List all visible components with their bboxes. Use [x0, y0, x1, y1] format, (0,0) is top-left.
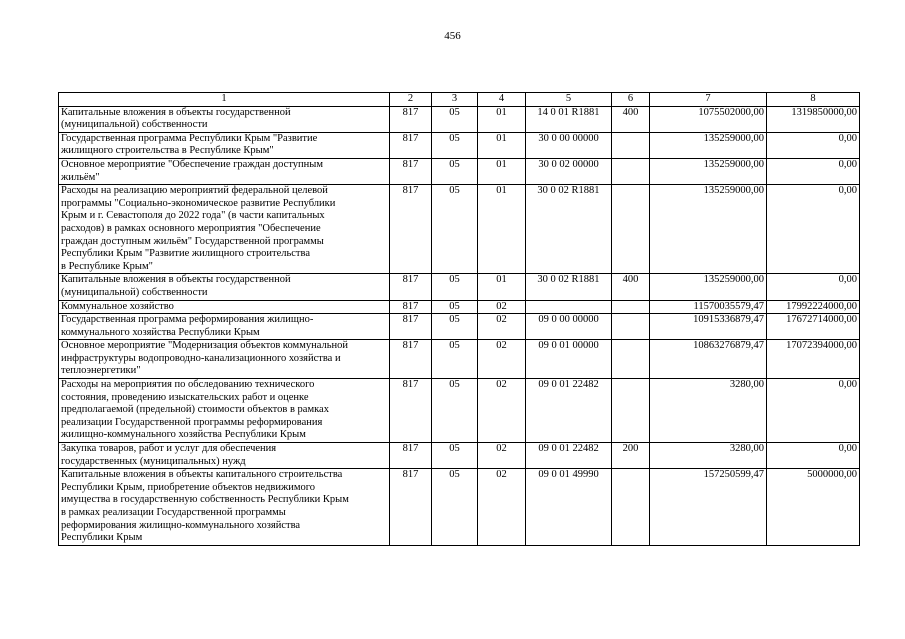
amount-year-1: 10863276879,47 [650, 340, 767, 379]
table-row [59, 340, 860, 379]
row-name [59, 314, 390, 340]
expense-type-code [612, 379, 650, 443]
col-header: 3 [432, 93, 478, 107]
row-name-line: (муниципальной) собственности [61, 119, 208, 131]
target-article-code: 09 0 01 22482 [526, 379, 612, 443]
ministry-code: 817 [390, 314, 432, 340]
target-article-code: 30 0 02 00000 [526, 158, 612, 184]
ministry-code: 817 [390, 274, 432, 300]
row-name [59, 340, 390, 379]
subsection-code: 01 [478, 185, 526, 274]
row-name-line: Капитальные вложения в объекты капитального строительства [61, 469, 343, 481]
ministry-code: 817 [390, 340, 432, 379]
amount-year-2: 0,00 [767, 158, 860, 184]
section-code: 05 [432, 132, 478, 158]
row-name-line: государственных (муниципальных) нужд [61, 455, 246, 467]
table-row [59, 300, 860, 314]
section-code: 05 [432, 185, 478, 274]
subsection-code: 01 [478, 106, 526, 132]
col-header: 7 [650, 93, 767, 107]
row-name-line: инфраструктуры водопроводно-канализационного хозяйства и [61, 352, 341, 364]
amount-year-1: 1075502000,00 [650, 106, 767, 132]
row-name-line: Крым и г. Севастополя до 2022 года" (в части капитальных [61, 210, 325, 222]
amount-year-2: 17672714000,00 [767, 314, 860, 340]
row-name-line: теплоэнергетики" [61, 365, 141, 377]
page-number: 456 [444, 30, 461, 42]
target-article-code: 30 0 00 00000 [526, 132, 612, 158]
amount-year-1: 10915336879,47 [650, 314, 767, 340]
target-article-code: 14 0 01 R1881 [526, 106, 612, 132]
budget-table [58, 92, 860, 546]
target-article-code: 09 0 01 49990 [526, 469, 612, 546]
subsection-code: 02 [478, 379, 526, 443]
target-article-code: 30 0 02 R1881 [526, 274, 612, 300]
section-code: 05 [432, 274, 478, 300]
table-row [59, 443, 860, 469]
row-name-line: Расходы на реализацию мероприятий федеральной целевой [61, 185, 328, 197]
section-code: 05 [432, 106, 478, 132]
col-header: 6 [612, 93, 650, 107]
target-article-code: 09 0 00 00000 [526, 314, 612, 340]
amount-year-2: 0,00 [767, 132, 860, 158]
row-name-line: предполагаемой (предельной) стоимости объектов в рамках [61, 404, 329, 416]
table-row [59, 106, 860, 132]
row-name-line: расходов) в рамках основного мероприятия "Обеспечение [61, 222, 321, 234]
row-name-line: Коммунальное хозяйство [61, 300, 174, 312]
table-row [59, 314, 860, 340]
row-name-line: жильём" [61, 171, 100, 183]
ministry-code: 817 [390, 132, 432, 158]
row-name [59, 443, 390, 469]
section-code: 05 [432, 340, 478, 379]
amount-year-1: 135259000,00 [650, 132, 767, 158]
target-article-code [526, 300, 612, 314]
subsection-code: 02 [478, 340, 526, 379]
row-name-line: граждан доступным жильём" Государственной программы [61, 235, 324, 247]
table-row [59, 274, 860, 300]
expense-type-code: 400 [612, 106, 650, 132]
ministry-code: 817 [390, 158, 432, 184]
expense-type-code [612, 300, 650, 314]
amount-year-2: 0,00 [767, 379, 860, 443]
row-name [59, 274, 390, 300]
subsection-code: 02 [478, 314, 526, 340]
amount-year-2: 0,00 [767, 185, 860, 274]
row-name-line: реализации Государственной программы реформирования [61, 416, 323, 428]
row-name [59, 158, 390, 184]
col-header: 4 [478, 93, 526, 107]
amount-year-1: 3280,00 [650, 379, 767, 443]
row-name-line: (муниципальной) собственности [61, 286, 208, 298]
row-name [59, 469, 390, 546]
row-name-line: Республики Крым "Развитие жилищного строительства [61, 248, 310, 260]
subsection-code: 02 [478, 443, 526, 469]
amount-year-2: 17992224000,00 [767, 300, 860, 314]
table-body [59, 106, 860, 545]
col-header: 2 [390, 93, 432, 107]
expense-type-code [612, 340, 650, 379]
ministry-code: 817 [390, 379, 432, 443]
ministry-code: 817 [390, 106, 432, 132]
section-code: 05 [432, 443, 478, 469]
amount-year-2: 17072394000,00 [767, 340, 860, 379]
section-code: 05 [432, 300, 478, 314]
row-name-line: Капитальные вложения в объекты государственной [61, 274, 291, 286]
target-article-code: 09 0 01 22482 [526, 443, 612, 469]
subsection-code: 02 [478, 469, 526, 546]
section-code: 05 [432, 469, 478, 546]
table-row [59, 185, 860, 274]
ministry-code: 817 [390, 469, 432, 546]
target-article-code: 30 0 02 R1881 [526, 185, 612, 274]
table-row [59, 469, 860, 546]
row-name-line: Государственная программа Республики Крым "Развитие [61, 132, 318, 144]
section-code: 05 [432, 158, 478, 184]
amount-year-1: 135259000,00 [650, 274, 767, 300]
row-name [59, 106, 390, 132]
amount-year-1: 3280,00 [650, 443, 767, 469]
expense-type-code: 400 [612, 274, 650, 300]
expense-type-code [612, 469, 650, 546]
ministry-code: 817 [390, 185, 432, 274]
subsection-code: 02 [478, 300, 526, 314]
amount-year-2: 5000000,00 [767, 469, 860, 546]
amount-year-1: 157250599,47 [650, 469, 767, 546]
table-row [59, 379, 860, 443]
amount-year-2: 1319850000,00 [767, 106, 860, 132]
row-name-line: в Республике Крым" [61, 260, 153, 272]
expense-type-code [612, 132, 650, 158]
header-row [59, 93, 860, 107]
row-name-line: Расходы на мероприятия по обследованию технического [61, 379, 315, 391]
row-name-line: программы "Социально-экономическое развитие Республики [61, 197, 336, 209]
expense-type-code [612, 185, 650, 274]
ministry-code: 817 [390, 300, 432, 314]
row-name-line: в рамках реализации Государственной программы [61, 507, 286, 518]
row-name-line: жилищного строительства в Республике Крым" [61, 145, 274, 157]
row-name [59, 185, 390, 274]
row-name-line: Государственная программа реформирования жилищно- [61, 314, 314, 326]
table-row [59, 132, 860, 158]
row-name-line: Основное мероприятие "Обеспечение граждан доступным [61, 158, 323, 170]
target-article-code: 09 0 01 00000 [526, 340, 612, 379]
col-header: 1 [59, 93, 390, 107]
expense-type-code [612, 314, 650, 340]
amount-year-1: 11570035579,47 [650, 300, 767, 314]
subsection-code: 01 [478, 158, 526, 184]
row-name-line: коммунального хозяйства Республики Крым [61, 326, 260, 338]
expense-type-code: 200 [612, 443, 650, 469]
section-code: 05 [432, 314, 478, 340]
row-name [59, 379, 390, 443]
row-name-line: Капитальные вложения в объекты государственной [61, 106, 291, 118]
section-code: 05 [432, 379, 478, 443]
row-name-line: Закупка товаров, работ и услуг для обеспечения [61, 443, 277, 455]
ministry-code: 817 [390, 443, 432, 469]
row-name-line: Основное мероприятие "Модернизация объектов коммунальной [61, 340, 348, 352]
expense-type-code [612, 158, 650, 184]
amount-year-1: 135259000,00 [650, 158, 767, 184]
row-name [59, 300, 390, 314]
row-name-line: имущества в государственную собственность Республики Крым [61, 494, 349, 506]
row-name-line: жилищно-коммунального хозяйства Республики Крым [61, 429, 306, 441]
amount-year-1: 135259000,00 [650, 185, 767, 274]
amount-year-2: 0,00 [767, 274, 860, 300]
subsection-code: 01 [478, 132, 526, 158]
row-name-line: Республики Крым [61, 532, 143, 544]
amount-year-2: 0,00 [767, 443, 860, 469]
row-name-line: Республики Крым, приобретение объектов недвижимого [61, 481, 316, 493]
row-name [59, 132, 390, 158]
table-row [59, 158, 860, 184]
subsection-code: 01 [478, 274, 526, 300]
row-name-line: состояния, проведению изыскательских работ и оценке [61, 391, 309, 403]
col-header: 8 [767, 93, 860, 107]
col-header: 5 [526, 93, 612, 107]
row-name-line: реформирования жилищно-коммунального хозяйства [61, 519, 301, 531]
